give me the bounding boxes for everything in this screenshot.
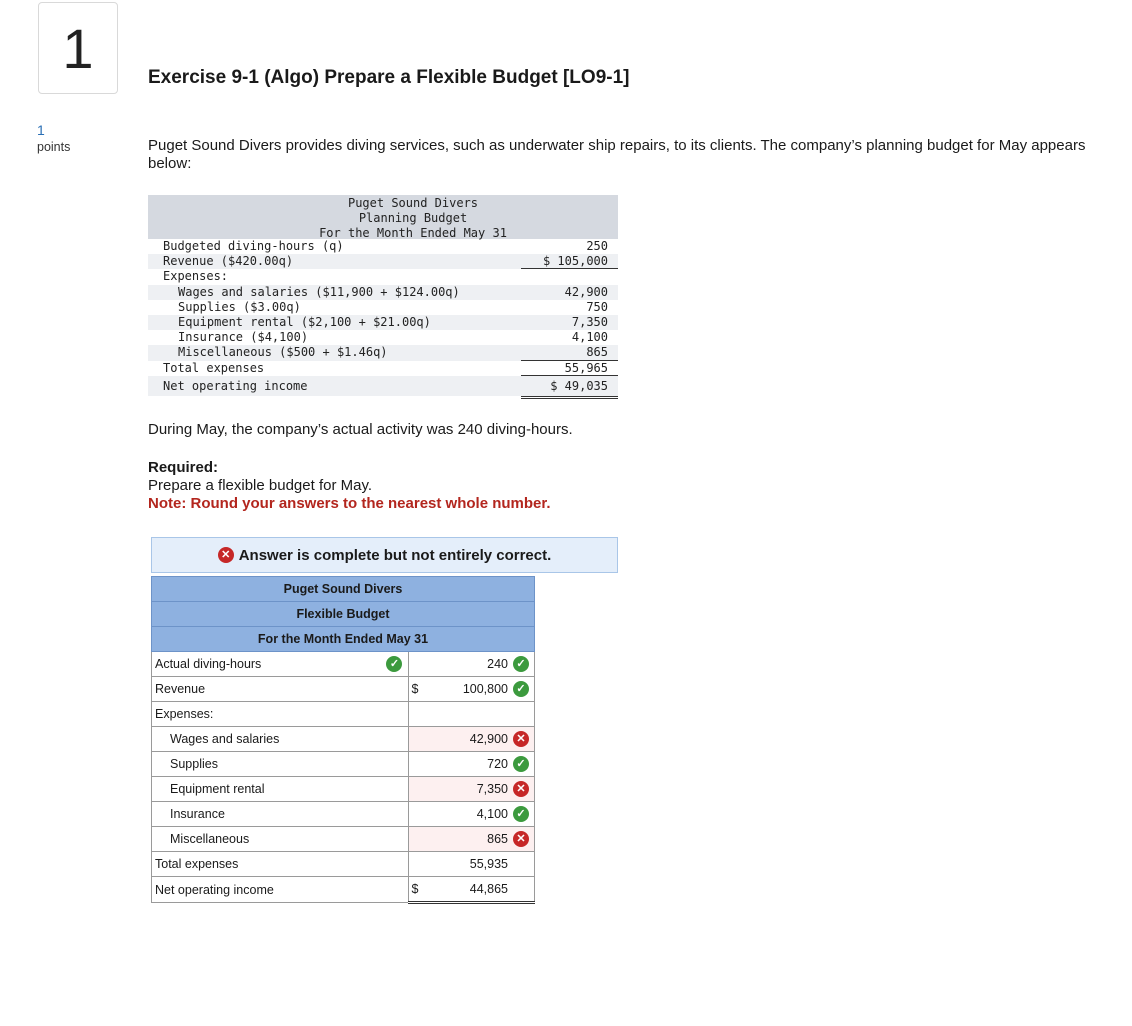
required-text: Prepare a flexible budget for May. — [148, 477, 373, 494]
pb-double-underline — [521, 396, 618, 399]
fb-value: 7,350 — [476, 782, 508, 796]
fb-row — [152, 702, 535, 727]
fb-label-cell — [152, 877, 409, 903]
fb-value: 240 — [487, 657, 508, 671]
pb-label: Revenue ($420.00q) — [163, 254, 294, 269]
x-circle-icon: ✕ — [513, 731, 529, 747]
fb-label-cell — [152, 827, 409, 852]
fb-label: Total expenses — [155, 857, 239, 871]
exercise-title: Exercise 9-1 (Algo) Prepare a Flexible Budget [LO9-1] — [148, 67, 630, 88]
pb-label: Supplies ($3.00q) — [178, 299, 301, 314]
fb-header-period: For the Month Ended May 31 — [152, 627, 535, 652]
pb-label: Insurance ($4,100) — [178, 330, 309, 345]
fb-label: Revenue — [155, 682, 206, 696]
check-circle-icon: ✓ — [513, 681, 529, 697]
fb-value-cell — [409, 702, 535, 727]
fb-value-cell[interactable] — [409, 727, 535, 752]
fb-header-row — [152, 627, 535, 652]
pb-label: Total expenses — [163, 360, 265, 375]
pb-amount: $ 49,035 — [550, 378, 608, 393]
check-circle-icon: ✓ — [513, 756, 529, 772]
pb-row — [148, 300, 618, 315]
pb-row — [148, 239, 618, 254]
fb-value-cell[interactable] — [409, 777, 535, 802]
fb-label-cell — [152, 677, 409, 702]
pb-header-period: For the Month Ended May 31 — [319, 226, 507, 240]
fb-label: Expenses: — [155, 707, 214, 721]
fb-row — [152, 827, 535, 852]
pb-amount: 55,965 — [564, 360, 608, 375]
x-circle-icon: ✕ — [218, 547, 234, 563]
fb-label: Supplies — [170, 757, 218, 771]
fb-row — [152, 677, 535, 702]
fb-row — [152, 852, 535, 877]
fb-row — [152, 777, 535, 802]
fb-label-cell — [152, 727, 409, 752]
fb-row — [152, 727, 535, 752]
fb-header-title: Flexible Budget — [152, 602, 535, 627]
pb-header-company: Puget Sound Divers — [347, 196, 479, 210]
pb-amount: 42,900 — [564, 284, 608, 299]
fb-label: Net operating income — [155, 882, 274, 897]
points-label: points — [37, 140, 71, 154]
pb-amount: 250 — [586, 239, 608, 253]
pb-row — [148, 361, 618, 376]
fb-value-cell — [409, 877, 535, 903]
pb-row — [148, 376, 618, 396]
fb-label-cell — [152, 752, 409, 777]
fb-row — [152, 802, 535, 827]
fb-row — [152, 652, 535, 677]
fb-value: 720 — [487, 757, 508, 771]
pb-amount: $ 105,000 — [542, 254, 608, 269]
fb-row — [152, 752, 535, 777]
fb-label: Miscellaneous — [170, 832, 250, 846]
banner-text: Answer is complete but not entirely correct. — [238, 546, 552, 564]
fb-value: 44,865 — [469, 882, 508, 896]
actual-activity-text: During May, the company’s actual activity was 240 diving-hours. — [148, 421, 573, 438]
pb-label: Equipment rental ($2,100 + $21.00q) — [178, 314, 431, 329]
fb-value-cell — [409, 852, 535, 877]
fb-value-cell[interactable] — [409, 802, 535, 827]
fb-label-cell[interactable] — [152, 652, 409, 677]
question-number-box — [38, 2, 118, 94]
check-circle-icon: ✓ — [513, 656, 529, 672]
pb-amount: 750 — [586, 299, 608, 314]
fb-label-cell — [152, 777, 409, 802]
pb-amount: 4,100 — [571, 330, 608, 345]
fb-value-cell[interactable] — [409, 652, 535, 677]
fb-header-row — [152, 602, 535, 627]
pb-amount: 7,350 — [571, 314, 608, 329]
intro-text: Puget Sound Divers provides diving services, such as underwater ship repairs, to its clients. The company’s planning budget for May appears below: — [148, 137, 1086, 172]
fb-value: 865 — [487, 832, 508, 846]
required-heading: Required: — [148, 459, 219, 476]
fb-value: 100,800 — [462, 682, 508, 696]
required-note: Note: Round your answers to the nearest whole number. — [148, 495, 551, 512]
pb-header-title: Planning Budget — [358, 211, 468, 225]
fb-label: Equipment rental — [170, 782, 265, 796]
pb-label: Expenses: — [163, 269, 229, 284]
fb-value: 55,935 — [469, 857, 508, 871]
pb-row — [148, 315, 618, 330]
fb-header-company: Puget Sound Divers — [152, 577, 535, 602]
fb-label-cell — [152, 802, 409, 827]
pb-row — [148, 345, 618, 360]
check-circle-icon: ✓ — [513, 806, 529, 822]
check-circle-icon: ✓ — [386, 656, 402, 672]
pb-row — [148, 330, 618, 345]
fb-label: Wages and salaries — [170, 732, 280, 746]
pb-row — [148, 254, 618, 269]
dollar-sign: $ — [411, 882, 419, 896]
pb-label: Net operating income — [163, 378, 308, 393]
x-circle-icon: ✕ — [513, 831, 529, 847]
pb-label: Miscellaneous ($500 + $1.46q) — [178, 345, 388, 360]
fb-value-cell[interactable] — [409, 827, 535, 852]
x-circle-icon: ✕ — [513, 781, 529, 797]
points-value: 1 — [37, 122, 45, 138]
fb-value: 4,100 — [476, 807, 508, 821]
fb-value: 42,900 — [469, 732, 508, 746]
fb-label: Actual diving-hours — [155, 657, 262, 671]
fb-label-cell — [152, 702, 409, 727]
pb-row — [148, 269, 618, 284]
fb-label: Insurance — [170, 807, 225, 821]
planning-budget — [148, 195, 618, 396]
flexible-budget-table — [151, 576, 535, 904]
fb-row — [152, 877, 535, 903]
answer-status-banner — [151, 537, 618, 573]
pb-amount: 865 — [586, 345, 608, 360]
pb-label: Budgeted diving-hours (q) — [163, 239, 344, 253]
planning-budget-header — [148, 195, 618, 239]
fb-value-cell[interactable] — [409, 677, 535, 702]
fb-header-row — [152, 577, 535, 602]
fb-label-cell — [152, 852, 409, 877]
pb-label: Wages and salaries ($11,900 + $124.00q) — [178, 284, 460, 299]
pb-row — [148, 285, 618, 300]
dollar-sign: $ — [411, 682, 419, 696]
question-number: 1 — [62, 16, 94, 80]
fb-value-cell[interactable] — [409, 752, 535, 777]
